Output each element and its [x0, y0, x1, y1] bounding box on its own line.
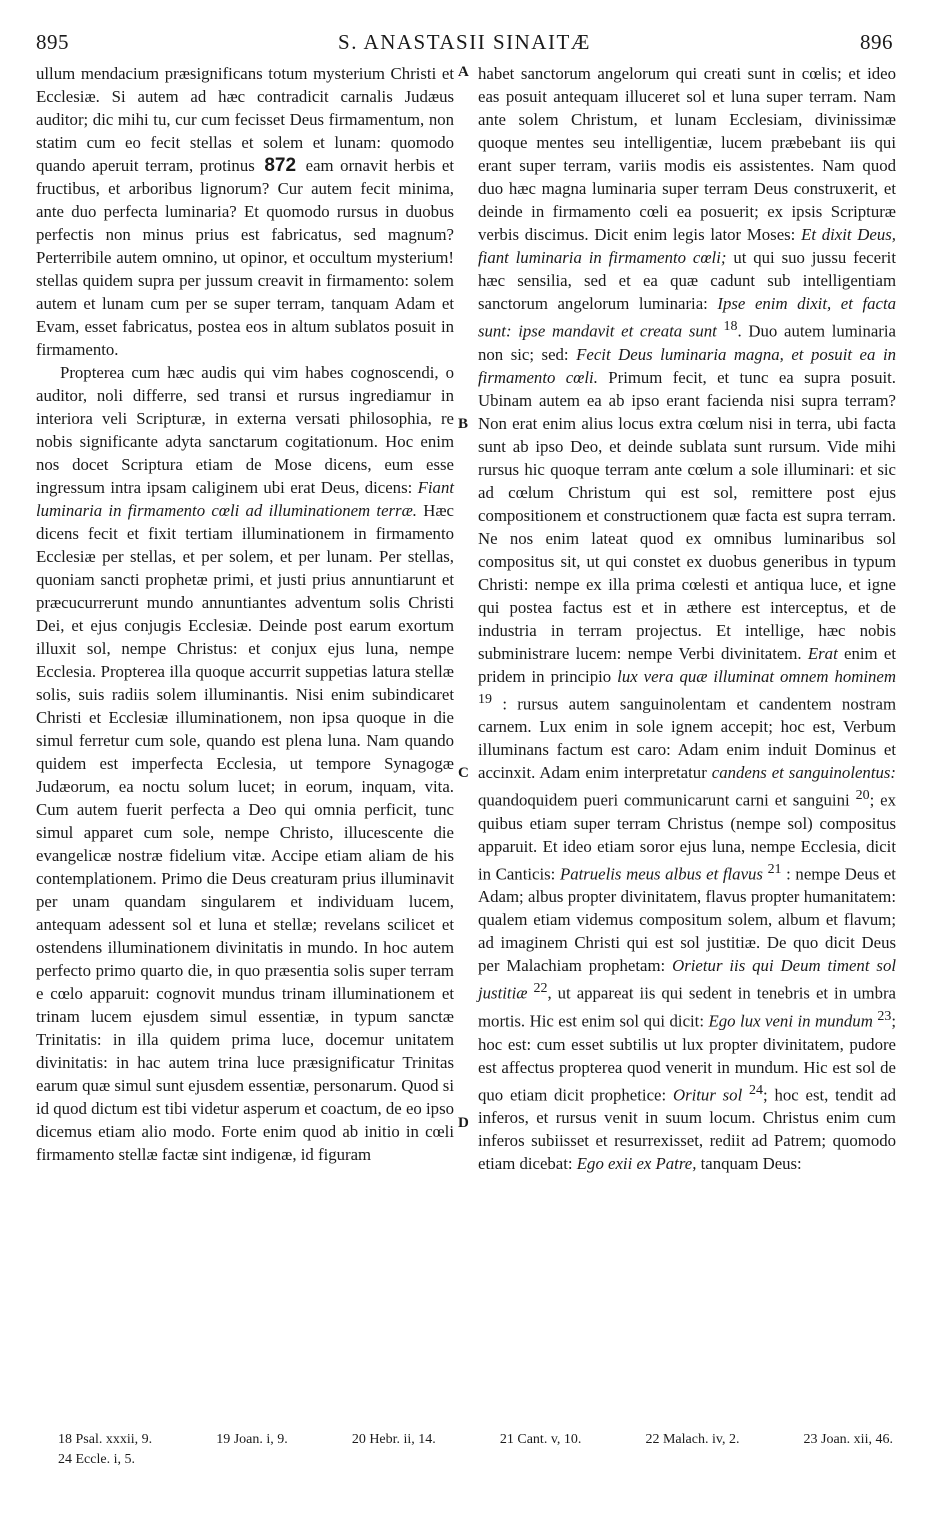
footnote-row	[36, 1430, 893, 1450]
italic-quote: candens et sanguinolentus:	[711, 763, 896, 783]
text-run: . Duo autem luminaria non sic; sed:	[478, 321, 897, 364]
footnote-ref: 23	[877, 1008, 892, 1024]
right-column	[478, 62, 896, 1175]
right-paragraph	[478, 62, 896, 1175]
text-run: Primum fecit, et tunc ea supra posuit. Ubinam autem ea ab ipso erant facienda nisi supra terram? Non erat enim alius locus extra cœlum nisi in terra, ubi facta sunt ab ipso Deo, et deinde sublata sunt rursum. Vide mihi rursus hic quoque terram ante cœlum a sole illuminari: et sic ad cœlum Christum qui est sol, remittere post ejus compositionem et constructionem quæ facta est supra terram. Ne nos enim lateat quod ex omnibus luminaribus sol compositus sit, ut qui constet ex duobus generibus in typum Christi: nempe ex illa prima cœlesti et antiqua luce, et igne qui postea factus est et in æthere est interceptus, et de industria in terram projectus. Et intellige, hæc nobis subministrare lucem: nempe Verbi divinitatem.	[478, 367, 897, 663]
left-paragraph-2	[36, 361, 454, 1166]
italic-quote: Ego exii ex Patre,	[576, 1154, 697, 1174]
footnote-22: 22 Malach. iv, 2.	[645, 1432, 740, 1447]
footnote-ref: 22	[533, 981, 548, 997]
text-run: ; hoc est, tendit ad inferos, et rursus venit in suum locum. Christus enim cum inferos subiisset et resurrexisset, rediit ad Patrem; quomodo etiam dicebat:	[478, 1085, 896, 1174]
text-run: ullum mendacium præsignificans totum mysterium Christi et Ecclesiæ. Si autem ad hæc contradicit carnalis Judæus auditor; dic mihi tu, cur cum fecisset Deus firmamentum, non statim cum eo fecit stellas et solem et lunam: quomodo quando aperuit terram, protinus	[36, 64, 454, 175]
italic-quote: Ipse enim dixit, et facta sunt: ipse mandavit et creata sunt	[478, 294, 897, 341]
text-run: eam ornavit herbis et fructibus, et arboribus lignorum? Cur autem fecit minima, ante duo perfecta luminaria? Et quomodo rursus in duobus perfectis non minus prius est fabricatus, sed magnum? Perterribile autem omnino, ut opinor, et occultum mysterium! stellas quidem supra per jussum creavit in firmamento: solem autem et lunam cum per se super terram, tanquam Adam et Evam, esset fabricatus, postea eos in altum sublatos posuit in firmamento.	[36, 156, 454, 359]
text-run: : nempe Deus et Adam; albus propter divinitatem, flavus propter humanitatem: qualem etiam videmus compositum solem, album et flavum; ad imaginem Christi qui est sol justitiæ. De quo dicit Deus per Malachiam prophetam:	[478, 864, 896, 976]
footnote-ref: 20	[855, 788, 870, 804]
running-header	[36, 30, 893, 60]
italic-quote: Orietur iis qui Deum timent sol justitiæ	[478, 956, 896, 1003]
italic-quote: Et dixit Deus, fiant luminaria in firmamento cœli;	[478, 225, 896, 267]
footnote-ref: 18	[723, 319, 738, 334]
text-run: Hæc dicens fecit et fixit tertiam illuminationem in firmamento Ecclesiæ per stellas, et per solem, et per lunam. Per stellas, quoniam sancti prophetæ primi, et justi prius annuntiarunt et præcucurrerunt mundo annuntiantes adventum solis Christi Dei, et ejus conjugis Ecclesiæ. Deinde post earum exortum illuxit sol, nempe Christus: et conjux ejus luna, nempe Ecclesia. Propterea illa quoque accurrit suppetias latura stellæ solis, suis radiis solem illuminantis. Nisi enim subindicaret Christi et Ecclesiæ illuminationem, non ipsa quoque in die simul ferretur cum sole, quando est plena luna. Nam quando quidem est imperfecta Ecclesia, ut tempore Synagogæ Judæorum, ea noctu solum lucet; in eorum, inquam, vita. Cum autem fuerit perfecta a Deo qui omnia perficit, tunc simul apparet cum sole, nempe Christo, illucescente die evangelicæ nostræ fidelium vitæ. Accipe etiam aliam de his contemplationem. Primo die Deus creaturam prius illuminavit per unam quandam singularem et individuam lucem, antequam adessent sol et luna et stellæ; revelans scilicet et ostendens illuminationem divinitatis in mundo. In hoc autem perfecto primo quarto die, in quo præsentia solis super terram e cœlo apparuit: cognovit mundus trinam illuminationem et trinam lucem ejusdem simul essentiæ, in typum sanctæ Trinitatis: in illa quidem prima luce, docemur unitatem divinitatis: in hac autem trina luce præsignificatur Trinitas earum quæ simul sunt ejusdem essentiæ, personarum. Quod si id quod dictum est tibi videtur asperum et coactum, de eo ipso dicemus etiam alio modo. Forte enim quod ab initio in cœli firmamento stellæ factæ sint indigenæ, id figuram	[36, 501, 454, 1164]
footnote-ref: 19	[478, 691, 492, 707]
right-page-number: 896	[860, 30, 893, 54]
italic-quote: Fecit Deus luminaria magna, et posuit ea in firmamento cœli.	[478, 344, 896, 387]
text-run: habet sanctorum angelorum qui creati sunt in cœlis; et ideo eas posuit antequam illuceret sol et luna super terram. Nam ante solem Christum, et lunam Ecclesiam, divinissimæ quoque mentes seu intelligentiæ, lucem præbebant iis qui erant super terram, variis modis eis assistentes. Nam quod duo hæc magna luminaria super terram Deus construxerit, et deinde in firmamento cœli ea posuerit; ex ipsis Scripturæ verbis discimus. Dicit enim legis lator Moses:	[478, 64, 896, 244]
footnote-20: 20 Hebr. ii, 14.	[351, 1432, 436, 1447]
footnote-23: 23 Joan. xii, 46.	[803, 1432, 893, 1447]
footnote-18: 18 Psal. xxxii, 9.	[58, 1432, 153, 1447]
text-run: tanquam Deus:	[700, 1154, 802, 1174]
margin-letter-d: D	[458, 1115, 469, 1131]
margin-letter-a: A	[458, 64, 469, 80]
italic-quote: Erat	[807, 643, 838, 663]
italic-quote: Oritur sol	[672, 1085, 743, 1105]
text-run: ; hoc est: cum esset subtilis ut lux propter divinitatem, pudore est affectus propterea quod venerit in mundum. Hic est sol de quo etiam dicit prophetice:	[478, 1011, 896, 1105]
text-run: ; ex quibus etiam super terram Christus (nempe sol) compositus apparuit. Et ideo etiam soror ejus luna, nempe Ecclesia, dicit in Canticis:	[478, 790, 896, 884]
left-paragraph-1	[36, 62, 454, 361]
margin-letter-b: B	[458, 416, 469, 432]
footnote-ref: 24	[749, 1082, 764, 1098]
left-column	[36, 62, 454, 1166]
footnote-24: 24 Eccle. i, 5.	[58, 1452, 135, 1467]
running-title: S. ANASTASII SINAITÆ	[338, 30, 591, 54]
text-run: : rursus autem sanguinolentam et candentem nostram carnem. Lux enim in sole ignem accepit; hoc est, Verbum illuminans factum est caro: Adam enim induit Dominus et accinxit. Adam enim interpretatur	[478, 694, 896, 783]
footnotes	[36, 1430, 893, 1470]
scripture-quote: Fiant luminaria in firmamento cœli ad illuminationem terræ.	[36, 478, 454, 520]
text-run: , ut appareat iis qui sedent in tenebris et in umbra mortis. Hic est enim sol qui dicit:	[478, 983, 896, 1031]
footnote-21: 21 Cant. v, 10.	[499, 1432, 582, 1447]
margin-letter-c: C	[458, 765, 469, 781]
footnote-19: 19 Joan. i, 9.	[216, 1432, 288, 1447]
text-run: enim et pridem in principio	[478, 643, 896, 686]
italic-quote: lux vera quæ illuminat omnem hominem	[617, 666, 896, 686]
footnote-ref: 21	[767, 861, 782, 877]
italic-quote: Ego lux veni in mundum	[708, 1011, 873, 1031]
footnote-row	[36, 1450, 893, 1470]
text-run: Propterea cum hæc audis qui vim habes cognoscendi, o auditor, noli differre, sed transi et rursus ingrediamur in interiora veli Scripturæ, in externa versati philosophia, re nobis significante adyta sanctarum cogitationum. Hoc enim nos docet Scriptura etiam de Mose dicens, eum esse ingressum intra ipsam caliginem ubi erat Deus, dicens:	[36, 363, 454, 497]
text-run: ut qui suo jussu fecerit hæc sensilia, sed et ea quæ cadunt sub intelligentiam sanctorum angelorum luminaria:	[478, 248, 896, 313]
column-number-marker: 872	[264, 155, 297, 176]
italic-quote: Patruelis meus albus et flavus	[559, 864, 763, 884]
text-run: quandoquidem pueri communicarunt carni et sanguini	[478, 790, 850, 810]
left-page-number: 895	[36, 30, 69, 54]
